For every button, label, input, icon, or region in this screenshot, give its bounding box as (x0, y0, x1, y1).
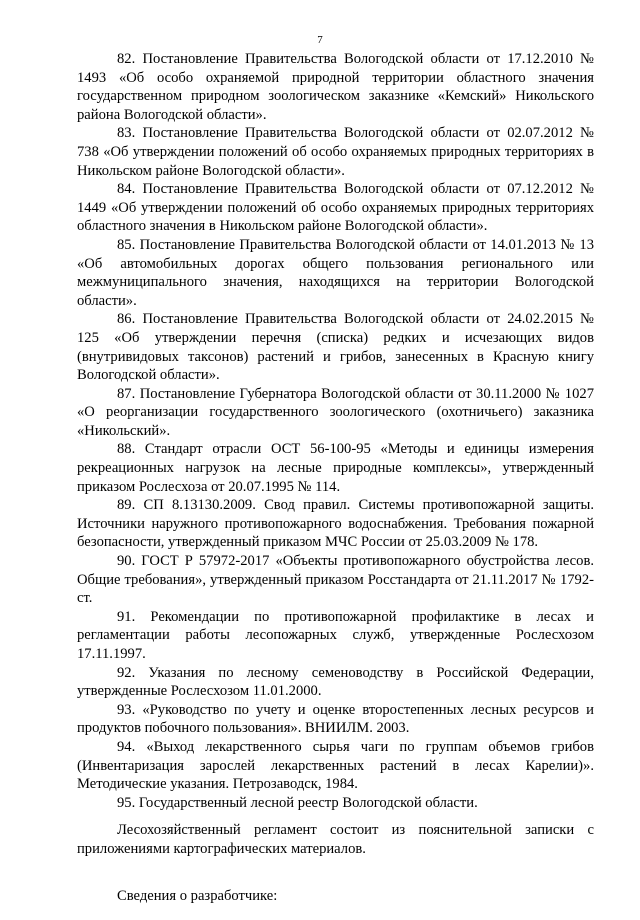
reference-text: Постановление Правительства Вологодской области от 24.02.2015 № 125 «Об утверждении перечня (списка) редких и исчезающих видов (внутривидовых таксонов) растений и грибов, занесенных в Красную книгу Вологодской области». (77, 311, 594, 384)
reference-item (77, 701, 594, 738)
reference-number: 85. (117, 236, 136, 253)
reference-number: 93. (117, 701, 136, 718)
reference-number: 95. (117, 794, 136, 811)
reference-number: 92. (117, 664, 136, 681)
reference-text: Постановление Правительства Вологодской области от 14.01.2013 № 13 «Об автомобильных дорогах общего пользования регионального или межмуниципального значения, находящихся на территории Вологодской области». (77, 236, 594, 309)
closing-paragraph: Лесохозяйственный регламент состоит из пояснительной записки с приложениями картографических материалов. (77, 822, 594, 857)
reference-number: 89. (117, 497, 136, 514)
reference-item (77, 50, 594, 124)
developer-heading: Сведения о разработчике: (117, 887, 278, 904)
reference-number: 86. (117, 311, 136, 328)
reference-number: 87. (117, 385, 136, 402)
reference-item (77, 124, 594, 180)
reference-text: «Выход лекарственного сырья чаги по группам объемов грибов (Инвентаризация зарослей лекарственных растений в лесах Карелии)». Методические указания. Петрозаводск, 1984. (77, 738, 594, 793)
reference-text: «Руководство по учету и оценке второстепенных лесных ресурсов и продуктов побочного пользования». ВНИИЛМ. 2003. (77, 701, 594, 737)
reference-text: Постановление Правительства Вологодской области от 17.12.2010 № 1493 «Об особо охраняемой природной территории областного значения государственном природном зоологическом заказнике «Кемский» Никольского района Вологодской области». (77, 51, 594, 123)
reference-number: 90. (117, 553, 136, 570)
reference-item (77, 180, 594, 236)
reference-item (77, 496, 594, 552)
reference-item (77, 794, 594, 813)
reference-text: Государственный лесной реестр Вологодской области. (138, 794, 478, 811)
reference-item (77, 552, 594, 608)
reference-text: Постановление Губернатора Вологодской области от 30.11.2000 № 1027 «О реорганизации государственного зоологического (охотничьего) заказника «Никольский». (77, 385, 594, 439)
reference-number: 84. (117, 181, 136, 198)
reference-text: Постановление Правительства Вологодской области от 02.07.2012 № 738 «Об утверждении положений об особо охраняемых природных территориях в Никольском районе Вологодской области». (77, 125, 594, 179)
reference-item (77, 664, 594, 701)
reference-item (77, 440, 594, 496)
reference-item (77, 608, 594, 664)
reference-text: Постановление Правительства Вологодской области от 07.12.2012 № 1449 «Об утверждении положений об особо охраняемых природных территориях областного значения в Никольском районе Вологодской области». (77, 181, 594, 235)
reference-item (77, 738, 594, 794)
reference-item (77, 236, 594, 310)
reference-number: 83. (117, 125, 136, 142)
reference-number: 88. (117, 441, 136, 458)
page-number: 7 (317, 34, 323, 46)
reference-item (77, 385, 594, 441)
reference-text: Рекомендации по противопожарной профилактике в лесах и регламентации работы лесопожарных служб, утвержденные Рослесхозом 17.11.1997. (77, 608, 594, 662)
reference-number: 91. (117, 608, 136, 625)
reference-number: 82. (117, 51, 136, 67)
reference-text: Указания по лесному семеноводству в Российской Федерации, утвержденные Рослесхозом 11.01.2000. (77, 664, 594, 700)
reference-text: Стандарт отрасли ОСТ 56-100-95 «Методы и единицы измерения рекреационных нагрузок на лесные природные комплексы», утвержденный приказом Рослесхоза от 20.07.1995 № 114. (77, 441, 594, 495)
reference-item (77, 310, 594, 384)
reference-number: 94. (117, 738, 136, 755)
reference-list (77, 50, 594, 920)
reference-text: СП 8.13130.2009. Свод правил. Системы противопожарной защиты. Источники наружного противопожарного водоснабжения. Требования пожарной безопасности, утвержденный приказом МЧС России от 25.03.2009 № 178. (77, 497, 594, 551)
reference-text: ГОСТ Р 57972-2017 «Объекты противопожарного обустройства лесов. Общие требования», утвержденный приказом Росстандарта от 21.11.2017 № 1792-ст. (77, 553, 594, 607)
